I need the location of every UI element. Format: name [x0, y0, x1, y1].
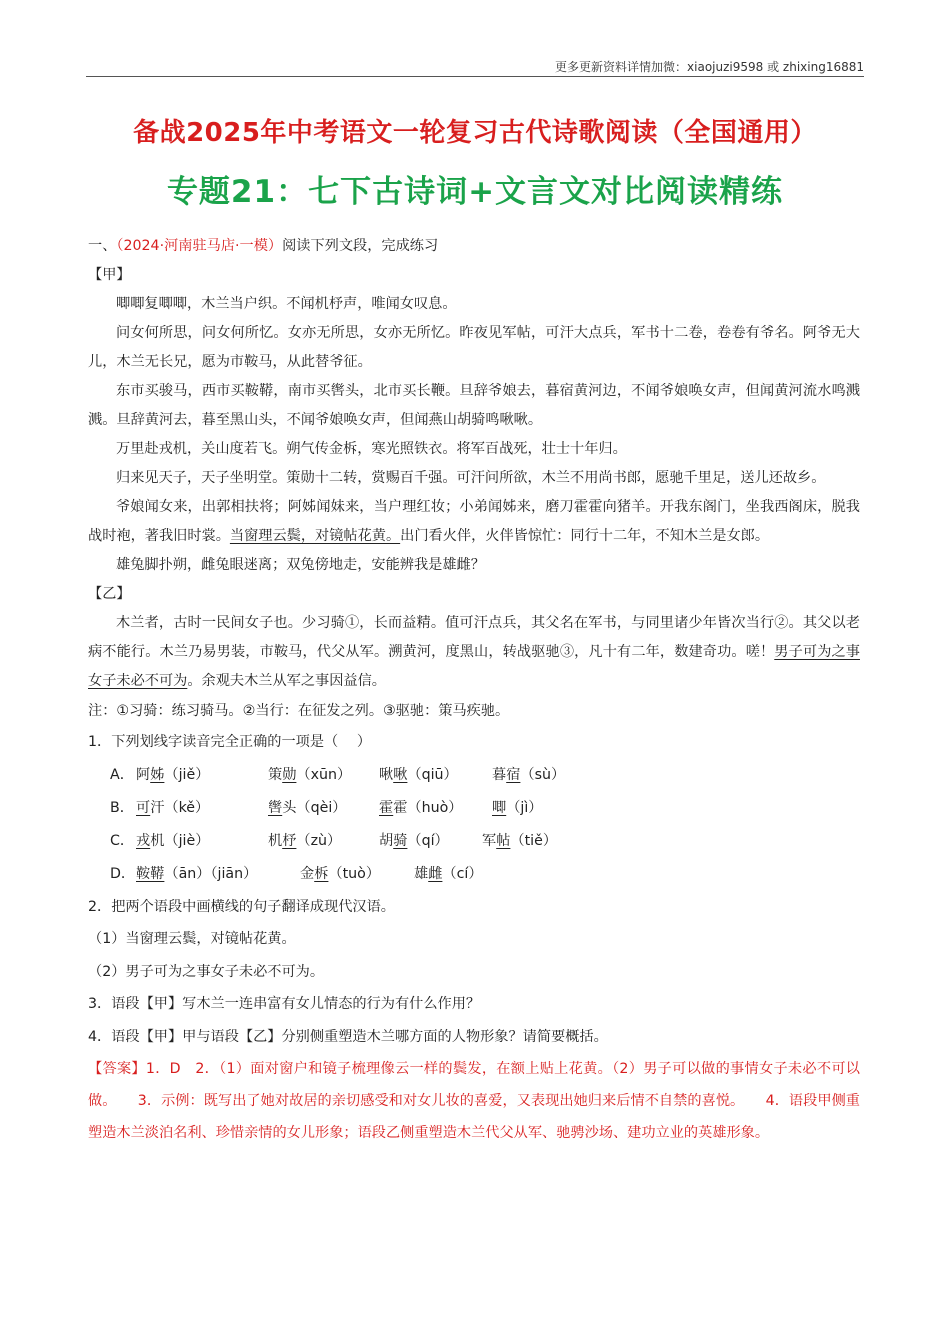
question-3: 3．语段【甲】写木兰一连串富有女儿情态的行为有什么作用？ — [88, 996, 481, 1012]
question-2-stem: 2．把两个语段中画横线的句子翻译成现代汉语。 — [88, 898, 395, 915]
passage-yi-p1 — [88, 609, 860, 696]
option-b-word-1: 可汗（kě） — [136, 799, 210, 816]
option-d-label: D． — [110, 865, 136, 882]
header-note: 更多更新资料详情加微：xiaojuzi9598 或 zhixing16881 — [555, 60, 864, 74]
main-title: 备战2025年中考语文一轮复习古代诗歌阅读（全国通用） — [133, 118, 817, 148]
question-1-option-a — [88, 759, 860, 792]
underlined-sentence-yi: 男子可为之事女子未必不可为 — [88, 644, 860, 689]
option-c-word-3: 胡骑（qí） — [379, 832, 449, 849]
option-b-word-4: 唧（jì） — [492, 799, 543, 816]
option-b-word-2: 辔头（qèi） — [268, 799, 347, 816]
passage-yi-note: 注：①习骑：练习骑马。②当行：在征发之列。③驱驰：策马疾驰。 — [88, 703, 510, 719]
option-c-word-2: 机杼（zù） — [268, 832, 342, 849]
passage-jia-p5: 归来见天子，天子坐明堂。策勋十二转，赏赐百千强。可汗问所欲，木兰不用尚书郎，愿驰千里足，送儿还故乡。 — [116, 470, 826, 486]
option-d-word-2: 金柝（tuò） — [300, 865, 381, 882]
header-divider — [86, 76, 864, 77]
option-d-word-1: 鞍鞯（ān）（jiān） — [136, 865, 258, 882]
passage-jia-p2: 问女何所思，问女何所忆。女亦无所思，女亦无所忆。昨夜见军帖，可汗大点兵，军书十二卷，卷卷有爷名。阿爷无大儿，木兰无长兄，愿为市鞍马，从此替爷征。 — [88, 325, 860, 370]
passage-jia-p6 — [88, 493, 860, 551]
option-c-word-4: 军帖（tiě） — [482, 832, 558, 849]
question-1-stem: 1．下列划线字读音完全正确的一项是（ ） — [88, 734, 372, 750]
section-heading — [88, 232, 860, 261]
passage-yi-p1-part-b: 。余观夫木兰从军之事因益信。 — [187, 673, 386, 689]
section-number: 一、 — [88, 238, 117, 254]
section-instruction: 阅读下列文段，完成练习 — [282, 238, 439, 254]
question-1-option-d — [88, 858, 860, 891]
sub-title: 专题21：七下古诗词+文言文对比阅读精练 — [166, 174, 784, 210]
question-2-sentence-2: （2）男子可为之事女子未必不可为。 — [88, 963, 325, 980]
option-b-word-3: 霍霍（huò） — [379, 799, 463, 816]
question-2-sentence-1: （1）当窗理云鬓，对镜帖花黄。 — [88, 931, 296, 947]
passage-jia-label: 【甲】 — [88, 267, 131, 283]
question-1-option-b — [88, 792, 860, 825]
passage-yi-p1-part-a: 木兰者，古时一民间女子也。少习骑①，长而益精。值可汗点兵，其父名在军书，与同里诸少年皆次当行②。其父以老病不能行。木兰乃易男装，市鞍马，代父从军。溯黄河，度黑山，转战驱驰③，凡十有二年，数建奇功。嗟！ — [88, 615, 860, 660]
option-a-label: A． — [110, 766, 134, 783]
passage-jia-p7: 雄兔脚扑朔，雌兔眼迷离；双兔傍地走，安能辨我是雄雌？ — [116, 557, 485, 573]
question-1-option-c — [88, 825, 860, 858]
option-a-word-3: 啾啾（qiū） — [379, 766, 458, 783]
answer-block: 【答案】1．D 2．（1）面对窗户和镜子梳理像云一样的鬓发，在额上贴上花黄。（2）男子可以做的事情女子未必不可以做。 3．示例：既写出了她对故居的亲切感受和对女儿妆的喜爱，又表现出她归来后情不自禁的喜悦。 4．语段甲侧重塑造木兰淡泊名利、珍惜亲情的女儿形象；语段乙侧重塑造木兰代父从军、驰骋沙场、建功立业的英雄形象。 — [88, 1061, 860, 1141]
option-c-word-1: 戎机（jiè） — [136, 832, 210, 849]
option-c-label: C． — [110, 832, 135, 849]
option-d-word-3: 雄雌（cí） — [414, 865, 483, 882]
underlined-sentence-jia: 当窗理云鬓，对镜帖花黄。 — [229, 528, 401, 544]
passage-jia-p6-part-b: 出门看火伴，火伴皆惊忙：同行十二年，不知木兰是女郎。 — [400, 528, 770, 544]
passage-jia-p6-part-a: 爷娘闻女来，出郭相扶将；阿姊闻妹来，当户理红妆；小弟闻姊来，磨刀霍霍向猪羊。开我东阁门，坐我西阁床，脱我战时袍，著我旧时裳。 — [88, 499, 860, 544]
option-a-word-2: 策勋（xūn） — [268, 766, 352, 783]
document-body — [88, 232, 860, 1149]
question-4: 4．语段【甲】甲与语段【乙】分别侧重塑造木兰哪方面的人物形象？请简要概括。 — [88, 1028, 608, 1045]
passage-yi-label: 【乙】 — [88, 586, 131, 602]
passage-jia-p3: 东市买骏马，西市买鞍鞯，南市买辔头，北市买长鞭。旦辞爷娘去，暮宿黄河边，不闻爷娘唤女声，但闻黄河流水鸣溅溅。旦辞黄河去，暮至黑山头，不闻爷娘唤女声，但闻燕山胡骑鸣啾啾。 — [88, 383, 860, 428]
passage-jia-p4: 万里赴戎机，关山度若飞。朔气传金柝，寒光照铁衣。将军百战死，壮士十年归。 — [116, 441, 627, 457]
option-a-word-1: 阿姊（jiě） — [136, 766, 210, 783]
passage-jia-p1: 唧唧复唧唧，木兰当户织。不闻机杼声，唯闻女叹息。 — [116, 296, 457, 312]
option-a-word-4: 暮宿（sù） — [492, 766, 566, 783]
section-source: （2024·河南驻马店·一模） — [116, 238, 283, 254]
option-b-label: B． — [110, 799, 134, 816]
